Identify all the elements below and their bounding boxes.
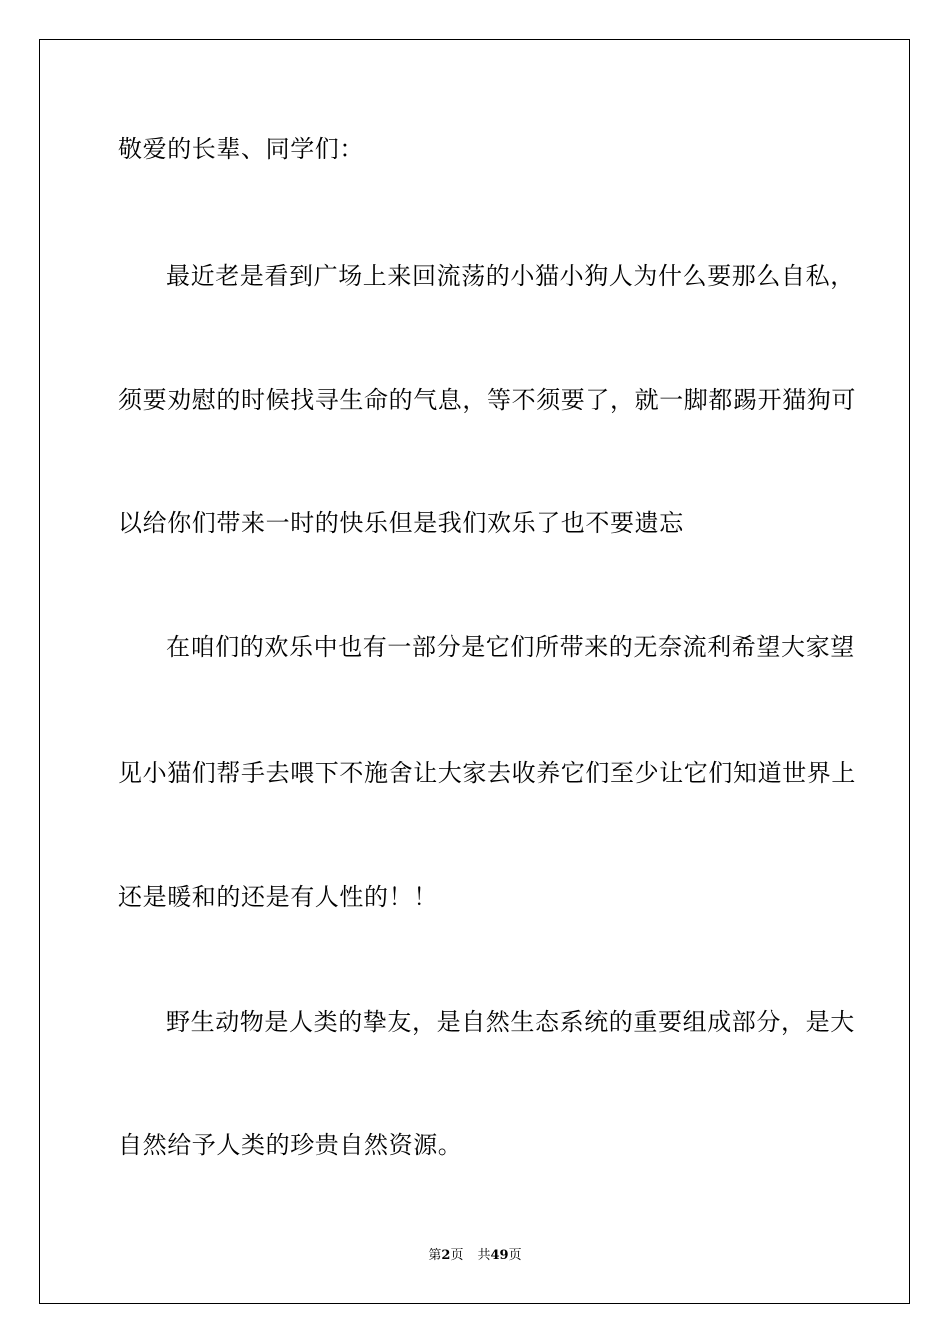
footer-total-suffix: 页 (508, 1248, 522, 1263)
footer-page-suffix: 页 (450, 1248, 464, 1263)
paragraph-2-line-3: 还是暖和的还是有人性的！！ (118, 883, 438, 911)
paragraph-3-line-2: 自然给予人类的珍贵自然资源。 (118, 1131, 463, 1159)
paragraph-2-line-1: 在咱们的欢乐中也有一部分是它们所带来的无奈流利希望大家望 (166, 633, 855, 661)
footer-total-prefix: 共 (477, 1248, 491, 1263)
paragraph-1-line-2: 须要劝慰的时候找寻生命的气息，等不须要了，就一脚都踢开猫狗可 (118, 386, 856, 414)
footer-page-prefix: 第 (428, 1248, 442, 1263)
page-footer (0, 1247, 950, 1265)
footer-total-pages: 49 (490, 1248, 509, 1263)
page-border (39, 39, 910, 1304)
paragraph-3-line-1: 野生动物是人类的挚友，是自然生态系统的重要组成部分，是大 (166, 1008, 855, 1036)
salutation-line: 敬爱的长辈、同学们： (118, 135, 364, 163)
paragraph-1-line-1: 最近老是看到广场上来回流荡的小猫小狗人为什么要那么自私， (166, 262, 855, 290)
paragraph-1-line-3: 以给你们带来一时的快乐但是我们欢乐了也不要遗忘 (118, 509, 684, 537)
footer-page-number: 2 (441, 1248, 451, 1263)
paragraph-2-line-2: 见小猫们帮手去喂下不施舍让大家去收养它们至少让它们知道世界上 (118, 759, 856, 787)
